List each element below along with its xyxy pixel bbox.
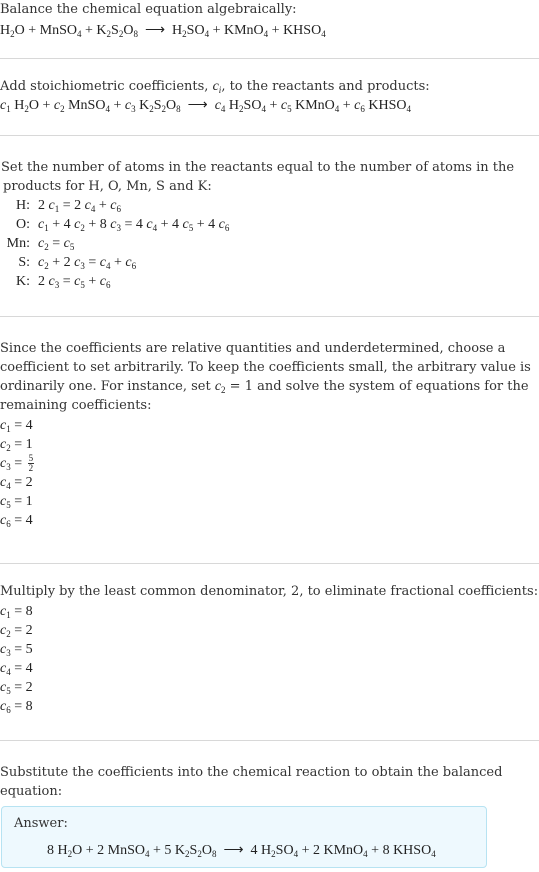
element-label: O: xyxy=(16,217,30,232)
coefficient-value: $c_6 = 8$ xyxy=(0,699,33,715)
step-solve-text-4: remaining coefficients: xyxy=(0,398,152,413)
step-atom-balance-text-2: products for H, O, Mn, S and K: xyxy=(3,179,212,194)
coefficient-value: $c_1 = 4$ xyxy=(0,418,33,434)
element-label: Mn: xyxy=(6,236,30,251)
coefficient-value: $c_6 = 4$ xyxy=(0,513,33,529)
element-label: H: xyxy=(16,198,30,213)
integer-coefficients xyxy=(0,602,539,716)
balanced-equation: 8 $H_2O + 2$ MnSO$_4$ + 5 $K_2S_2O_8$ ⟶ 4 $H_2SO_4 + 2$ KMnO$_4$ + 8 $KHSO_4$ xyxy=(47,843,436,859)
element-label: S: xyxy=(18,255,30,270)
step-substitute xyxy=(0,763,539,801)
separator xyxy=(0,563,539,564)
separator xyxy=(0,316,539,317)
answer-box xyxy=(1,806,487,868)
atom-equation: 2 $c_1 = 2$ $c_4 + c_6$ xyxy=(38,198,121,214)
step-coefficients-text: Add stoichiometric coefficients, $c_i$, to the reactants and products: xyxy=(0,79,430,95)
step-balance-text: Balance the chemical equation algebraically: xyxy=(0,2,297,17)
step-balance xyxy=(0,0,539,40)
atom-equation: $c_2 = c_5$ xyxy=(38,236,75,252)
atom-equation: $c_1 + 4$ $c_2 + 8$ $c_3 = 4$ $c_4 + 4$ $c_5 + 4$ $c_6$ xyxy=(38,217,230,233)
step-solve xyxy=(0,339,539,530)
coefficient-equation: $c_1$ $H_2O + c_2$ MnSO$_4$ + $c_3$ $K_2S_2O_8$ ⟶ $c_4$ $H_2SO_4 + c_5$ KMnO$_4$ + $c_6$ $KHSO_4$ xyxy=(0,98,411,114)
step-multiply-text: Multiply by the least common denominator, 2, to eliminate fractional coefficients: xyxy=(0,584,539,599)
step-multiply xyxy=(0,582,539,716)
element-label: K: xyxy=(16,274,30,289)
step-solve-text-2: coefficient to set arbitrarily. To keep the coefficients small, the arbitrary value is xyxy=(0,360,531,375)
solved-coefficients xyxy=(0,416,539,530)
separator xyxy=(0,58,539,59)
step-solve-text-1: Since the coefficients are relative quantities and underdetermined, choose a xyxy=(0,341,506,356)
answer-label: Answer: xyxy=(14,816,68,831)
atom-equation-row xyxy=(0,215,229,234)
step-atom-balance-text-1: Set the number of atoms in the reactants equal to the number of atoms in the xyxy=(1,160,515,175)
coefficient-value: $c_3$ = $\frac{5}{2}$ xyxy=(0,453,34,474)
atom-equation-row xyxy=(0,272,229,291)
atom-equations-table xyxy=(0,196,229,291)
coefficient-value: $c_5 = 2$ xyxy=(0,680,33,696)
fraction: $\frac{5}{2}$ xyxy=(28,453,34,474)
coefficient-value: $c_5 = 1$ xyxy=(0,494,33,510)
coefficient-value: $c_4 = 4$ xyxy=(0,661,33,677)
step-substitute-text-1: Substitute the coefficients into the chemical reaction to obtain the balanced xyxy=(0,765,503,780)
coefficient-value: $c_2 = 2$ xyxy=(0,623,33,639)
step-solve-text-3: ordinarily one. For instance, set $c_2 = 1$ and solve the system of equations for the xyxy=(0,379,529,395)
step-substitute-text-2: equation: xyxy=(0,784,63,799)
step-atom-balance xyxy=(0,158,539,291)
atom-equation-row xyxy=(0,234,229,253)
coefficient-value: $c_2 = 1$ xyxy=(0,437,33,453)
unbalanced-equation: $H_2O$ + MnSO$_4$ + $K_2S_2O_8$ ⟶ $H_2SO_4$ + KMnO$_4$ + $KHSO_4$ xyxy=(0,23,326,39)
separator xyxy=(0,740,539,741)
coefficient-value: $c_3 = 5$ xyxy=(0,642,33,658)
step-coefficients xyxy=(0,77,539,115)
atom-equation-row xyxy=(0,196,229,215)
coefficient-value: $c_1 = 8$ xyxy=(0,604,33,620)
separator xyxy=(0,135,539,136)
coefficient-value: $c_4 = 2$ xyxy=(0,475,33,491)
atom-equation: $c_2 + 2$ $c_3 = c_4 + c_6$ xyxy=(38,255,137,271)
atom-equation: 2 $c_3 = c_5 + c_6$ xyxy=(38,274,111,290)
atom-equation-row xyxy=(0,253,229,272)
